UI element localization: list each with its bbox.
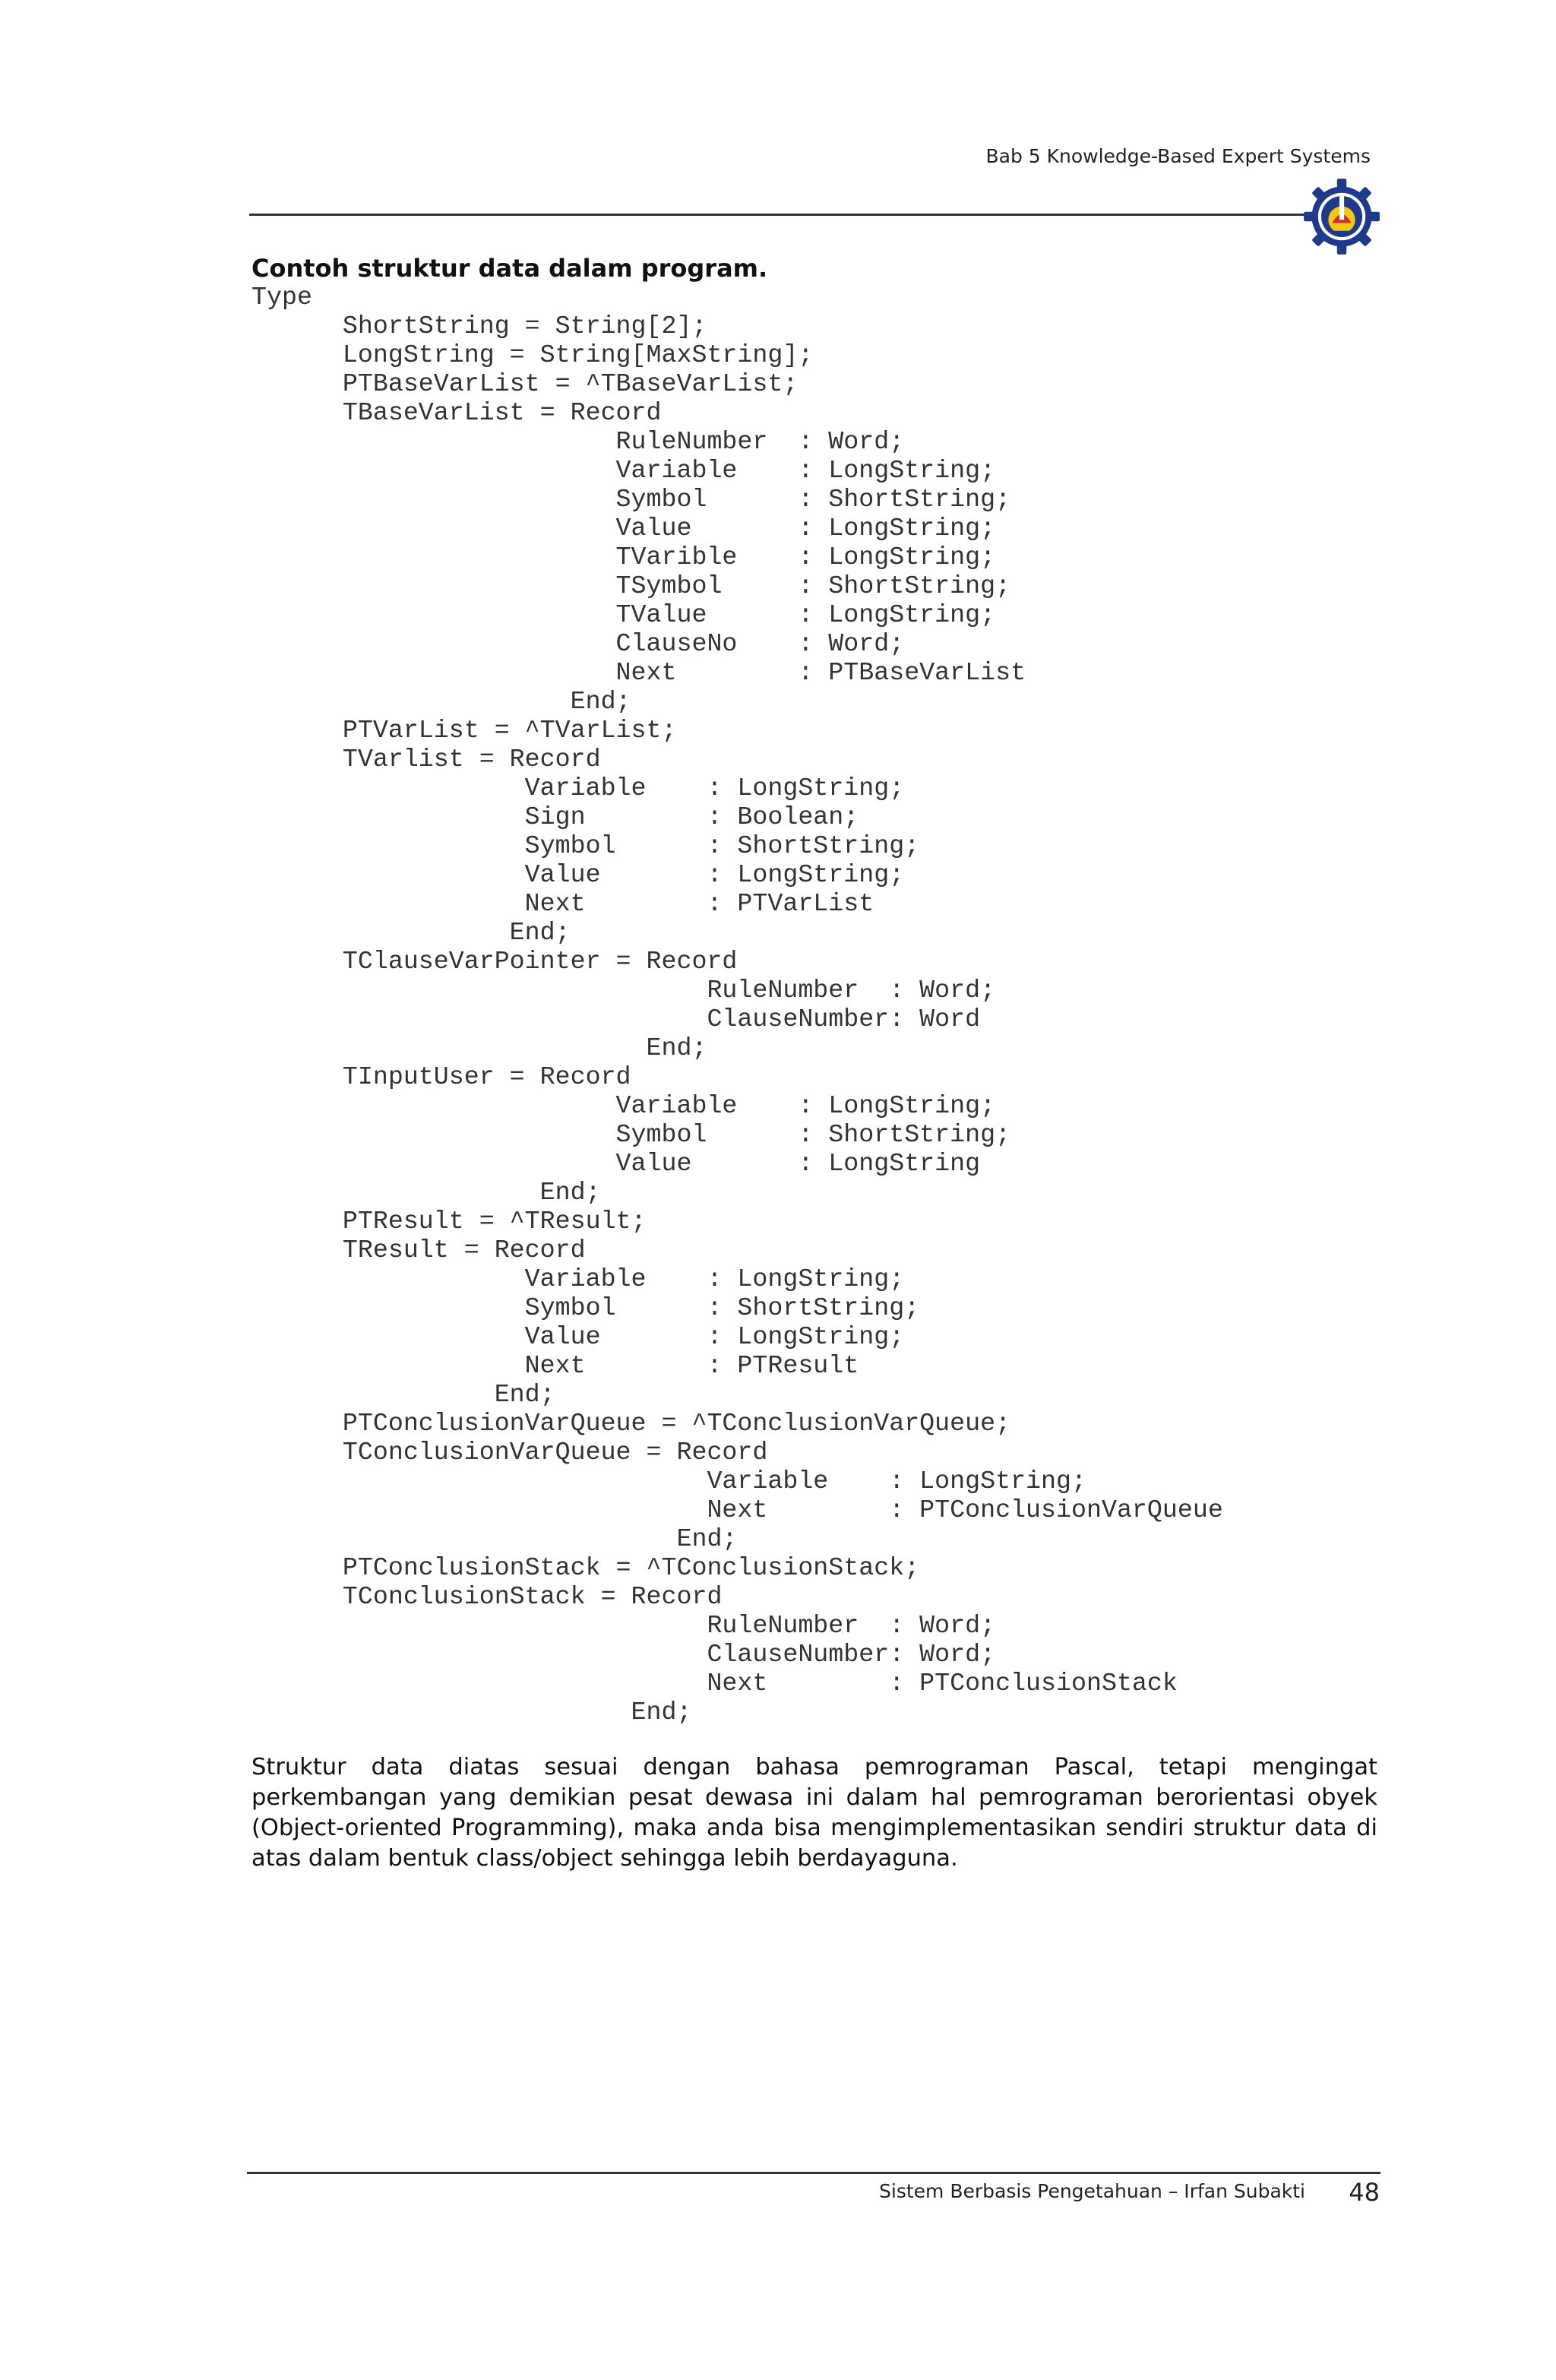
code-line: LongString = String[MaxString]; <box>251 340 814 369</box>
code-line: Symbol : ShortString; <box>251 1293 920 1322</box>
code-line: Symbol : ShortString; <box>251 485 1011 514</box>
code-line: Value : LongString; <box>251 860 905 889</box>
chapter-title: Bab 5 Knowledge-Based Expert Systems <box>985 145 1371 167</box>
code-line: End; <box>251 687 631 716</box>
code-line: ShortString = String[2]; <box>251 312 707 340</box>
code-line: PTResult = ^TResult; <box>251 1207 647 1236</box>
page-number: 48 <box>1349 2178 1380 2207</box>
code-line: TConclusionVarQueue = Record <box>251 1438 768 1467</box>
code-line: ClauseNumber: Word <box>251 1005 981 1033</box>
code-line: ClauseNumber: Word; <box>251 1640 996 1669</box>
code-line: Value : LongString; <box>251 514 996 543</box>
code-line: TVarlist = Record <box>251 745 601 774</box>
code-line: End; <box>251 1033 707 1062</box>
code-line: Symbol : ShortString; <box>251 831 920 860</box>
code-line: Next : PTBaseVarList <box>251 658 1026 687</box>
code-line: Variable : LongString; <box>251 1467 1086 1495</box>
footer-book-title: Sistem Berbasis Pengetahuan – Irfan Subakti <box>879 2180 1305 2202</box>
footer-divider <box>247 2172 1380 2174</box>
section-heading: Contoh struktur data dalam program. <box>251 254 768 283</box>
code-line: TSymbol : ShortString; <box>251 571 1011 600</box>
code-line: TVarible : LongString; <box>251 543 996 571</box>
header-divider <box>249 214 1309 216</box>
code-line: TBaseVarList = Record <box>251 398 662 427</box>
code-line: End; <box>251 1524 738 1553</box>
code-line: TClauseVarPointer = Record <box>251 947 738 976</box>
code-line: Type <box>251 283 312 312</box>
code-line: Sign : Boolean; <box>251 802 859 831</box>
code-line: PTVarList = ^TVarList; <box>251 716 677 745</box>
body-paragraph: Struktur data diatas sesuai dengan bahasa pemrograman Pascal, tetapi mengingat perkembangan yang demikian pesat dewasa ini dalam hal pemrograman berorientasi obyek (Object-oriented Programming), maka anda bisa mengimplementasikan sendiri struktur data di atas dalam bentuk class/object sehingga lebih berdayaguna. <box>251 1754 1377 1872</box>
code-line: Next : PTResult <box>251 1351 859 1380</box>
code-line: PTBaseVarList = ^TBaseVarList; <box>251 369 799 398</box>
code-line: PTConclusionVarQueue = ^TConclusionVarQueue; <box>251 1409 1011 1438</box>
code-line: End; <box>251 1178 601 1207</box>
code-line: Value : LongString; <box>251 1322 905 1351</box>
code-line: Next : PTConclusionVarQueue <box>251 1495 1223 1524</box>
code-line: Variable : LongString; <box>251 456 996 485</box>
code-line: Variable : LongString; <box>251 1091 996 1120</box>
code-line: Next : PTConclusionStack <box>251 1669 1178 1698</box>
code-line: Next : PTVarList <box>251 889 874 918</box>
university-gear-emblem-icon <box>1302 177 1381 256</box>
code-line: ClauseNo : Word; <box>251 629 905 658</box>
code-line: Variable : LongString; <box>251 1264 905 1293</box>
code-line: TConclusionStack = Record <box>251 1582 723 1611</box>
code-line: TResult = Record <box>251 1236 586 1264</box>
code-line: RuleNumber : Word; <box>251 427 905 456</box>
code-line: Symbol : ShortString; <box>251 1120 1011 1149</box>
code-line: End; <box>251 918 571 947</box>
code-line: Value : LongString <box>251 1149 981 1178</box>
code-line: Variable : LongString; <box>251 774 905 802</box>
code-line: RuleNumber : Word; <box>251 976 996 1005</box>
code-line: End; <box>251 1380 555 1409</box>
pascal-code-block <box>251 283 1223 1726</box>
code-line: End; <box>251 1698 692 1726</box>
code-line: RuleNumber : Word; <box>251 1611 996 1640</box>
code-line: TInputUser = Record <box>251 1062 631 1091</box>
code-line: PTConclusionStack = ^TConclusionStack; <box>251 1553 920 1582</box>
code-line: TValue : LongString; <box>251 600 996 629</box>
